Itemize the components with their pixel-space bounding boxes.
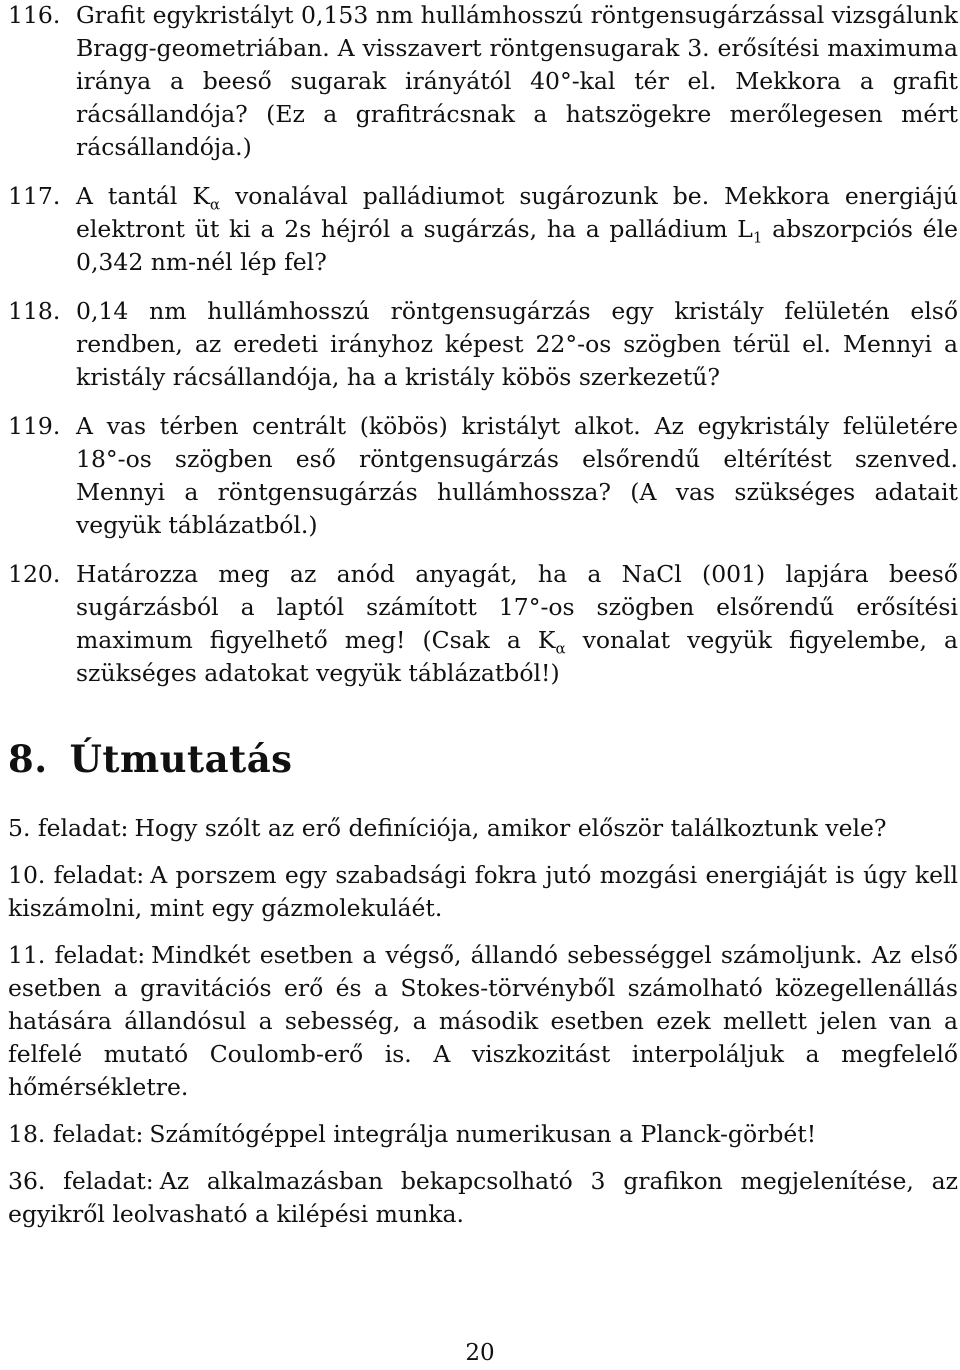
text-segment: Határozza meg az anód anyagát, ha a NaCl (001) lapjára beeső sugárzásból a laptól számított 17°-os szögben elsőrendű erősítési maximum figyelhető meg! (Csak a K (76, 560, 958, 654)
hint-item (8, 1118, 958, 1151)
hint-text: Az alkalmazásban bekapcsolható 3 grafikon megjelenítése, az egyikről leolvasható a kilépési munka. (8, 1167, 959, 1228)
problem-number: 119. (8, 412, 61, 440)
section-heading (8, 737, 293, 781)
problem-number: 118. (8, 297, 61, 325)
hint-label: 18. feladat: (8, 1120, 144, 1148)
problem-number: 117. (8, 182, 61, 210)
hint-label: 5. feladat: (8, 814, 129, 842)
hint-item (8, 812, 958, 845)
subscript: 1 (752, 228, 763, 247)
hint-text: Hogy szólt az erő definíciója, amikor először találkoztunk vele? (134, 814, 887, 842)
problem-117 (8, 180, 958, 279)
subscript: α (209, 195, 221, 214)
problem-number: 120. (8, 560, 61, 588)
hint-text: Számítógéppel integrálja numerikusan a Planck-görbét! (149, 1120, 817, 1148)
problem-list (8, 0, 958, 690)
section-title: Útmutatás (69, 737, 293, 781)
subscript: α (555, 639, 566, 658)
problem-120 (8, 558, 958, 690)
problem-116 (8, 0, 958, 164)
text-segment: abszorpciós éle 0,342 nm-nél lép fel? (76, 215, 959, 276)
hint-label: 10. feladat: (8, 861, 145, 889)
hint-item (8, 859, 958, 925)
hint-item (8, 939, 958, 1104)
problem-119 (8, 410, 958, 542)
hint-item (8, 1165, 958, 1231)
hint-label: 11. feladat: (8, 941, 146, 969)
problem-text (76, 180, 958, 279)
problem-text: Grafit egykristályt 0,153 nm hullámhosszú röntgensugárzással vizsgálunk Bragg-geometriában. A visszavert röntgensugarak 3. erősítési maximuma iránya a beeső sugarak irányától 40°-kal tér el. Mekkora a grafit rácsállandója? (Ez a grafitrácsnak a hatszögekre merőlegesen mért rácsállandója.) (76, 1, 959, 161)
hint-text: Mindkét esetben a végső, állandó sebességgel számoljunk. Az első esetben a gravitációs erő és a Stokes-törvényből számolható közegellenállás hatására állandósul a sebesség, a második esetben ezek mellett jelen van a felfelé mutató Coulomb-erő is. A viszkozitást interpoláljuk a megfelelő hőmérsékletre. (8, 941, 958, 1101)
problem-text: A vas térben centrált (köbös) kristályt alkot. Az egykristály felületére 18°-os szögben eső röntgensugárzás elsőrendű eltérítést szenved. Mennyi a röntgensugárzás hullámhossza? (A vas szükséges adatait vegyük táblázatból.) (76, 412, 958, 539)
hint-label: 36. feladat: (8, 1167, 154, 1195)
hint-text: A porszem egy szabadsági fokra jutó mozgási energiáját is úgy kell kiszámolni, mint egy gázmolekuláét. (8, 861, 959, 922)
hint-list (8, 812, 958, 1245)
problem-118 (8, 295, 958, 394)
text-segment: vonalával palládiumot sugározunk be. Mekkora energiájú elektront üt ki a 2s héjról a sugárzás, ha a palládium L (76, 182, 959, 243)
problem-text (76, 558, 958, 690)
text-segment: vonalat vegyük figyelembe, a szükséges adatokat vegyük táblázatból!) (76, 626, 958, 687)
problem-text: 0,14 nm hullámhosszú röntgensugárzás egy kristály felületén első rendben, az eredeti irányhoz képest 22°-os szögben térül el. Mennyi a kristály rácsállandója, ha a kristály köbös szerkezetű? (76, 297, 958, 391)
page-number: 20 (465, 1340, 495, 1366)
text-segment: A tantál K (76, 182, 210, 210)
section-number: 8. (8, 737, 48, 781)
problem-number: 116. (8, 1, 61, 29)
